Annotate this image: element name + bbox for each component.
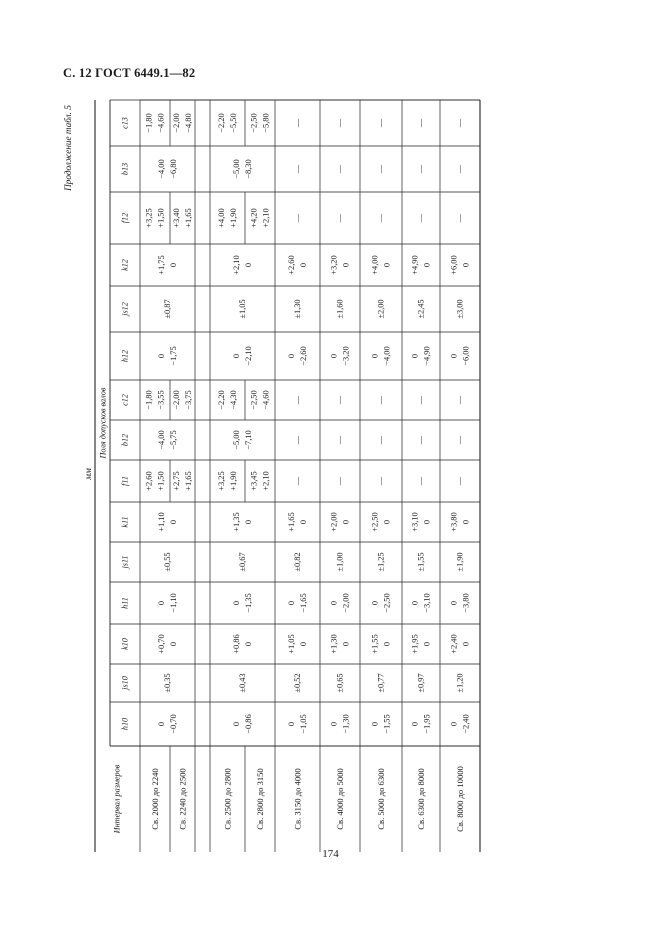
- cell-value: −5,00: [232, 430, 241, 450]
- cell-value: —: [376, 476, 386, 486]
- cell-value: 0: [244, 262, 253, 268]
- cell-value: −1,95: [422, 714, 432, 734]
- row-label: Св. 2800 до 3150: [255, 768, 265, 830]
- cell-value: +1,35: [232, 512, 241, 532]
- cell-value: ±1,30: [293, 299, 302, 319]
- cell-value: −4,90: [422, 346, 432, 366]
- cell-value: −3,10: [422, 593, 432, 613]
- cell-value: ±0,52: [293, 673, 302, 693]
- column-header-f12: f12: [120, 212, 130, 224]
- cell-value: +3,40: [172, 208, 181, 228]
- cell-value: 0: [244, 641, 253, 647]
- cell-value: +0,86: [232, 634, 241, 654]
- column-header-h10: h10: [120, 717, 130, 731]
- cell-value: 0: [329, 353, 339, 359]
- cell-value: +4,00: [217, 208, 226, 228]
- cell-value: —: [335, 435, 345, 445]
- cell-value: ±1,90: [455, 552, 465, 572]
- cell-value: —: [376, 395, 386, 405]
- cell-value: —: [376, 213, 386, 223]
- cell-value: ±1,25: [376, 552, 386, 572]
- cell-value: —: [335, 213, 345, 223]
- cell-value: ±0,55: [163, 552, 172, 572]
- cell-value: 0: [461, 519, 471, 525]
- cell-value: +1,30: [329, 634, 339, 654]
- cell-value: −7,10: [244, 430, 253, 450]
- cell-value: −2,50: [249, 113, 259, 133]
- row-label: Св. 5000 до 6300: [376, 768, 386, 830]
- cell-value: +3,45: [249, 471, 259, 491]
- cell-value: 0: [157, 721, 166, 727]
- cell-value: 0: [169, 262, 178, 268]
- cell-value: −5,50: [229, 113, 238, 133]
- cell-value: —: [376, 118, 386, 128]
- cell-value: +1,65: [184, 208, 193, 228]
- cell-value: +2,60: [287, 255, 296, 275]
- cell-value: —: [455, 395, 465, 405]
- column-header-k10: k10: [120, 638, 130, 650]
- cell-value: +1,90: [229, 471, 238, 491]
- cell-value: —: [293, 118, 302, 128]
- cell-value: +4,00: [370, 255, 380, 275]
- cell-value: +1,50: [156, 208, 166, 228]
- cell-value: —: [293, 213, 302, 223]
- cell-value: 0: [232, 353, 241, 359]
- cell-value: −4,00: [157, 430, 166, 450]
- row-label: Св. 3150 до 4000: [292, 768, 303, 830]
- cell-value: 0: [287, 353, 296, 359]
- cell-value: ±0,35: [163, 673, 172, 693]
- cell-value: −4,00: [382, 346, 392, 366]
- cell-value: 0: [341, 519, 351, 525]
- cell-value: 0: [449, 353, 459, 359]
- cell-value: +3,25: [144, 208, 154, 228]
- cell-value: 0: [244, 519, 253, 525]
- cell-value: ±1,60: [335, 299, 345, 319]
- row-label: Св. 6300 до 8000: [416, 768, 426, 830]
- group-header: Поля допусков валов: [98, 387, 108, 459]
- cell-value: +3,10: [410, 512, 420, 532]
- cell-value: 0: [341, 262, 351, 268]
- cell-value: ±0,97: [416, 673, 426, 693]
- cell-value: 0: [287, 600, 296, 606]
- cell-value: −0,86: [244, 714, 253, 734]
- cell-value: 0: [169, 519, 178, 525]
- cell-value: 0: [410, 721, 420, 727]
- units-label: мм: [83, 468, 93, 480]
- cell-value: −1,80: [144, 390, 154, 410]
- cell-value: 0: [299, 519, 308, 525]
- cell-value: —: [416, 435, 426, 445]
- cell-value: —: [376, 164, 386, 174]
- column-header-h12: h12: [120, 349, 130, 363]
- table-continuation-caption: Продолжение табл. 5: [63, 105, 73, 191]
- cell-value: 0: [370, 600, 380, 606]
- cell-value: −2,50: [249, 390, 259, 410]
- column-header-js10: js10: [120, 676, 130, 690]
- cell-value: —: [335, 395, 345, 405]
- cell-value: −1,80: [144, 113, 154, 133]
- cell-value: +2,40: [449, 634, 459, 654]
- cell-value: 0: [232, 600, 241, 606]
- cell-value: 0: [382, 262, 392, 268]
- column-header-b12: b12: [120, 433, 130, 447]
- cell-value: +2,10: [261, 208, 271, 228]
- cell-value: 0: [422, 262, 432, 268]
- cell-value: 0: [461, 262, 471, 268]
- cell-value: ±0,82: [293, 552, 302, 572]
- cell-value: +1,55: [370, 634, 380, 654]
- cell-value: 0: [449, 721, 459, 727]
- cell-value: −2,00: [172, 390, 181, 410]
- cell-value: ±0,67: [238, 552, 247, 572]
- cell-value: ±1,00: [335, 552, 345, 572]
- cell-value: −1,35: [244, 593, 253, 613]
- cell-value: ±3,00: [455, 299, 465, 319]
- cell-value: 0: [410, 600, 420, 606]
- cell-value: −3,75: [184, 390, 193, 410]
- cell-value: 0: [370, 353, 380, 359]
- cell-value: ±0,65: [335, 673, 345, 693]
- cell-value: −1,75: [169, 346, 178, 366]
- cell-value: 0: [329, 721, 339, 727]
- page-header: С. 12 ГОСТ 6449.1—82: [63, 66, 196, 80]
- cell-value: −4,60: [261, 390, 271, 410]
- cell-value: +3,25: [217, 471, 226, 491]
- column-header-js11: js11: [120, 555, 130, 569]
- cell-value: +3,20: [329, 255, 339, 275]
- cell-value: −1,55: [382, 714, 392, 734]
- cell-value: —: [455, 118, 465, 128]
- interval-header: Интервал размеров: [112, 764, 122, 834]
- cell-value: —: [293, 395, 302, 405]
- cell-value: —: [293, 435, 302, 445]
- cell-value: 0: [422, 519, 432, 525]
- cell-value: +1,90: [229, 208, 238, 228]
- cell-value: 0: [232, 721, 241, 727]
- row-label: Св. 2500 до 2800: [222, 768, 233, 830]
- cell-value: −5,75: [169, 430, 178, 450]
- cell-value: +2,60: [144, 471, 154, 491]
- cell-value: —: [416, 395, 426, 405]
- cell-value: +0,70: [157, 634, 166, 654]
- cell-value: 0: [287, 721, 296, 727]
- cell-value: −1,65: [299, 593, 308, 613]
- cell-value: ±0,43: [238, 673, 247, 693]
- cell-value: +2,00: [329, 512, 339, 532]
- cell-value: 0: [299, 641, 308, 647]
- cell-value: −0,70: [169, 714, 178, 734]
- cell-value: —: [376, 435, 386, 445]
- cell-value: −1,10: [169, 593, 178, 613]
- cell-value: +4,20: [249, 208, 259, 228]
- cell-value: 0: [449, 600, 459, 606]
- column-header-c12: c12: [120, 394, 130, 406]
- column-header-js12: js12: [120, 302, 130, 316]
- cell-value: 0: [157, 600, 166, 606]
- column-header-k11: k11: [120, 516, 130, 528]
- cell-value: +1,10: [157, 512, 166, 532]
- cell-value: −3,80: [461, 593, 471, 613]
- cell-value: 0: [370, 721, 380, 727]
- cell-value: +2,10: [232, 255, 241, 275]
- cell-value: —: [335, 476, 345, 486]
- cell-value: ±0,77: [376, 673, 386, 693]
- cell-value: ±1,20: [455, 673, 465, 693]
- cell-value: −5,00: [232, 159, 241, 179]
- cell-value: −1,30: [341, 714, 351, 734]
- cell-value: 0: [461, 641, 471, 647]
- row-label: Св. 2240 до 2500: [177, 768, 188, 830]
- cell-value: −6,80: [169, 159, 178, 179]
- cell-value: −4,80: [184, 113, 193, 133]
- cell-value: −3,55: [156, 390, 166, 410]
- cell-value: 0: [329, 600, 339, 606]
- cell-value: —: [455, 476, 465, 486]
- column-header-b13: b13: [120, 162, 130, 176]
- cell-value: −2,40: [461, 714, 471, 734]
- cell-value: +1,95: [410, 634, 420, 654]
- cell-value: −4,30: [229, 390, 238, 410]
- column-header-k12: k12: [120, 259, 130, 271]
- row-label: Св. 2000 до 2240: [150, 768, 160, 830]
- cell-value: −3,20: [341, 346, 351, 366]
- cell-value: —: [416, 476, 426, 486]
- cell-value: −8,30: [244, 159, 253, 179]
- cell-value: −2,10: [244, 346, 253, 366]
- cell-value: +4,90: [410, 255, 420, 275]
- cell-value: ±0,87: [163, 299, 172, 319]
- cell-value: +1,75: [157, 255, 166, 275]
- cell-value: 0: [299, 262, 308, 268]
- cell-value: −1,05: [299, 714, 308, 734]
- row-label: Св. 8000 до 10000: [455, 766, 465, 832]
- cell-value: −2,20: [217, 113, 226, 133]
- cell-value: —: [293, 476, 302, 486]
- cell-value: 0: [341, 641, 351, 647]
- cell-value: ±2,45: [416, 299, 426, 319]
- cell-value: 0: [410, 353, 420, 359]
- cell-value: 0: [169, 641, 178, 647]
- cell-value: +1,65: [287, 512, 296, 532]
- cell-value: +3,80: [449, 512, 459, 532]
- cell-value: —: [416, 213, 426, 223]
- cell-value: —: [455, 435, 465, 445]
- page-number: 174: [322, 848, 339, 860]
- cell-value: −2,60: [299, 346, 308, 366]
- cell-value: −2,00: [172, 113, 181, 133]
- cell-value: −4,60: [156, 113, 166, 133]
- cell-value: +1,05: [287, 634, 296, 654]
- cell-value: —: [455, 164, 465, 174]
- column-header-f11: f11: [120, 476, 130, 486]
- cell-value: +2,50: [370, 512, 380, 532]
- cell-value: +1,50: [156, 471, 166, 491]
- cell-value: ±1,55: [416, 552, 426, 572]
- column-header-c13: c13: [120, 117, 130, 129]
- cell-value: −2,20: [217, 390, 226, 410]
- cell-value: +6,00: [449, 255, 459, 275]
- cell-value: —: [293, 164, 302, 174]
- cell-value: —: [335, 118, 345, 128]
- row-label: Св. 4000 до 5000: [335, 768, 345, 830]
- cell-value: 0: [422, 641, 432, 647]
- cell-value: −4,00: [157, 159, 166, 179]
- cell-value: 0: [382, 641, 392, 647]
- cell-value: —: [416, 164, 426, 174]
- cell-value: —: [416, 118, 426, 128]
- cell-value: +1,65: [184, 471, 193, 491]
- cell-value: −2,50: [382, 593, 392, 613]
- cell-value: 0: [382, 519, 392, 525]
- cell-value: −6,00: [461, 346, 471, 366]
- column-header-h11: h11: [120, 597, 130, 609]
- cell-value: ±2,00: [376, 299, 386, 319]
- cell-value: 0: [157, 353, 166, 359]
- cell-value: −5,80: [261, 113, 271, 133]
- cell-value: ±1,05: [238, 299, 247, 319]
- cell-value: —: [335, 164, 345, 174]
- cell-value: +2,75: [172, 471, 181, 491]
- cell-value: —: [455, 213, 465, 223]
- cell-value: −2,00: [341, 593, 351, 613]
- cell-value: +2,10: [261, 471, 271, 491]
